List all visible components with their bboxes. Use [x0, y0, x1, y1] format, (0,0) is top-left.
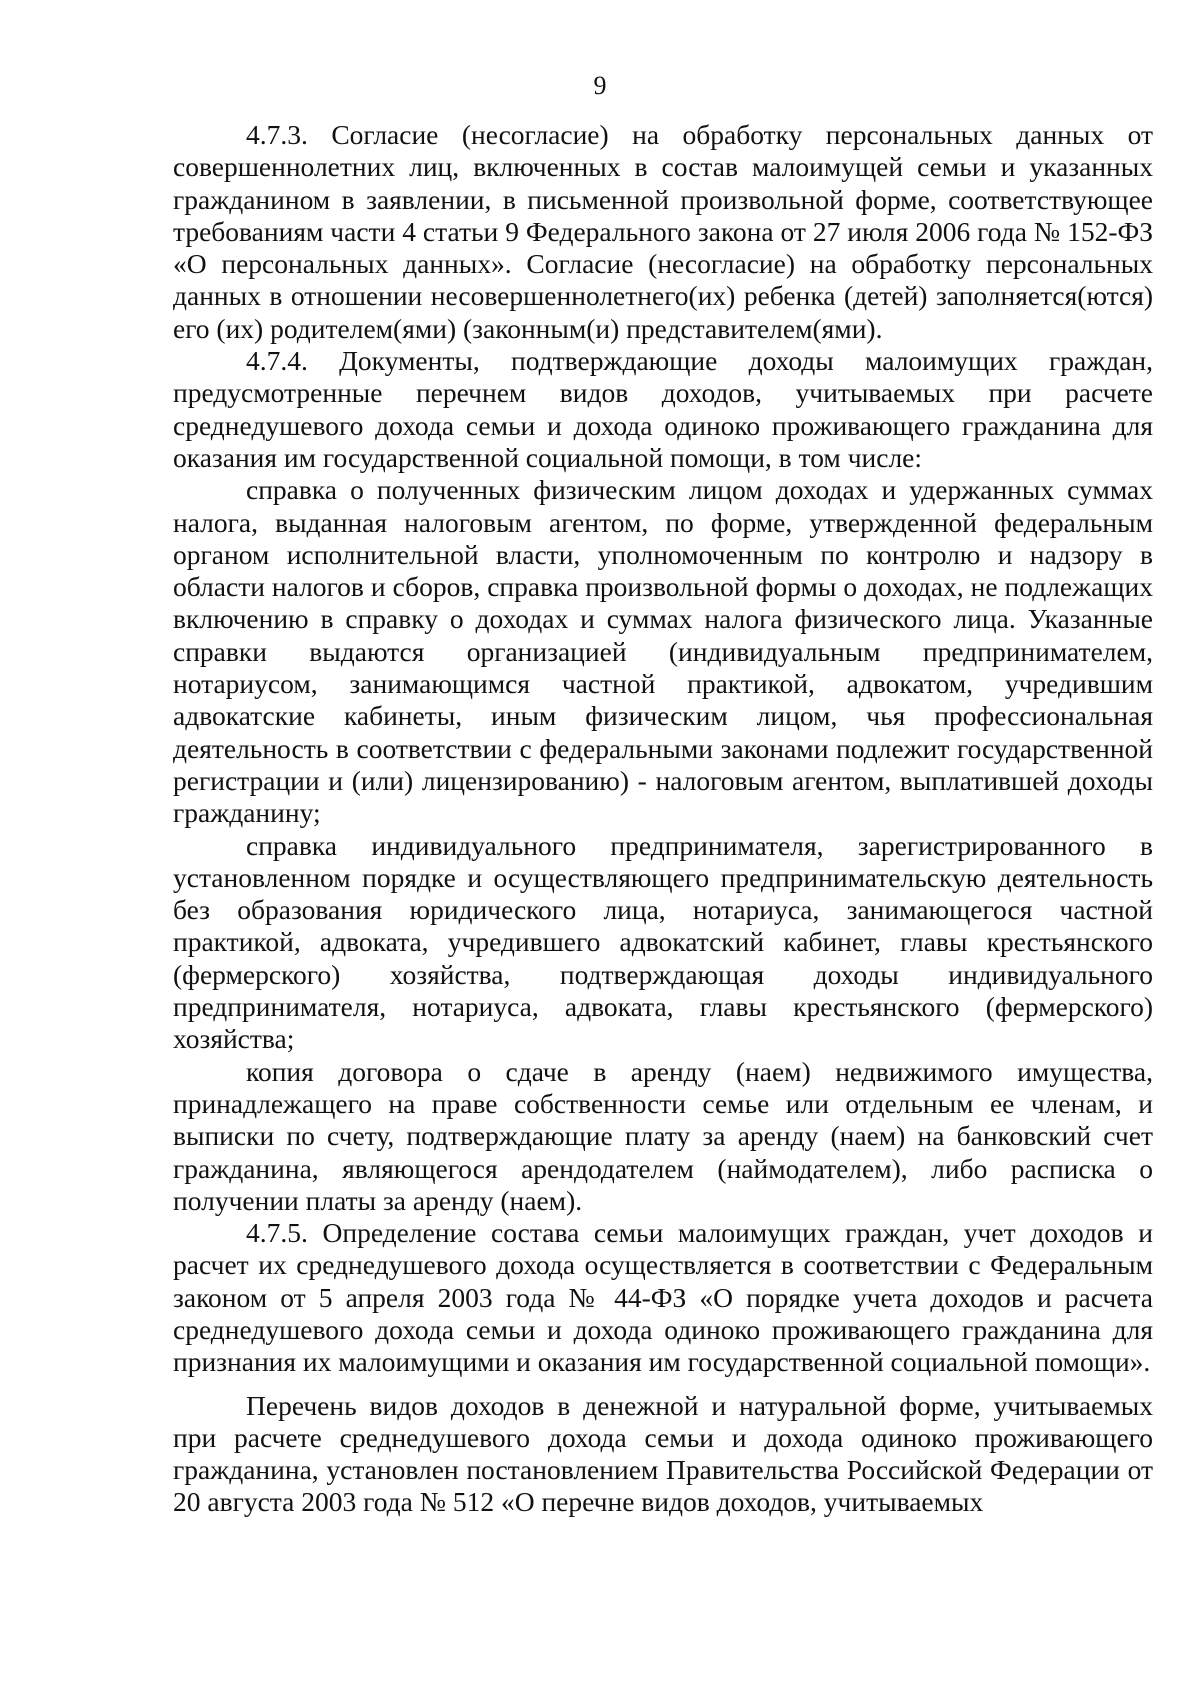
paragraph-4-7-5: 4.7.5. Определение состава семьи малоимущих граждан, учет доходов и расчет их среднедушевого дохода осуществляется в соответствии с Федеральным законом от 5 апреля 2003 года № 44-ФЗ «О порядке учета доходов и расчета среднедушевого дохода семьи и дохода одиноко проживающего гражданина для признания их малоимущими и оказания им государственной социальной помощи». — [173, 1217, 1153, 1378]
paragraph-income-certificate: справка о полученных физическим лицом доходах и удержанных суммах налога, выданная налоговым агентом, по форме, утвержденной федеральным органом исполнительной власти, уполномоченным по контролю и надзору в области налогов и сборов, справка произвольной формы о доходах, не подлежащих включению в справку о доходах и суммах налога физического лица. Указанные справки выдаются организацией (индивидуальным предпринимателем, нотариусом, занимающимся частной практикой, адвокатом, учредившим адвокатские кабинеты, иным физическим лицом, чья профессиональная деятельность в соответствии с федеральными законами подлежит государственной регистрации и (или) лицензированию) - налоговым агентом, выплатившей доходы гражданину; — [173, 474, 1153, 829]
paragraph-4-7-3: 4.7.3. Согласие (несогласие) на обработку персональных данных от совершеннолетних лиц, включенных в состав малоимущей семьи и указанных гражданином в заявлении, в письменной произвольной форме, соответствующее требованиям части 4 статьи 9 Федерального закона от 27 июля 2006 года № 152-ФЗ «О персональных данных». Согласие (несогласие) на обработку персональных данных в отношении несовершеннолетнего(их) ребенка (детей) заполняется(ются) его (их) родителем(ями) (законным(и) представителем(ями). — [173, 119, 1153, 344]
page-number: 9 — [593, 71, 607, 100]
paragraph-entrepreneur-certificate: справка индивидуального предпринимателя, зарегистрированного в установленном порядке и осуществляющего предпринимательскую деятельность без образования юридического лица, нотариуса, занимающегося частной практикой, адвоката, учредившего адвокатский кабинет, главы крестьянского (фермерского) хозяйства, подтверждающая доходы индивидуального предпринимателя, нотариуса, адвоката, главы крестьянского (фермерского) хозяйства; — [173, 829, 1153, 1055]
document-body — [173, 119, 1153, 1519]
paragraph-4-7-4: 4.7.4. Документы, подтверждающие доходы малоимущих граждан, предусмотренные перечнем видов доходов, учитываемых при расчете среднедушевого дохода семьи и дохода одиноко проживающего гражданина для оказания им государственной социальной помощи, в том числе: — [173, 345, 1153, 473]
paragraph-lease-agreement: копия договора о сдаче в аренду (наем) недвижимого имущества, принадлежащего на праве собственности семье или отдельным ее членам, и выписки по счету, подтверждающие плату за аренду (наем) на банковский счет гражданина, являющегося арендодателем (наймодателем), либо расписка о получении платы за аренду (наем). — [173, 1055, 1153, 1216]
paragraph-income-list: Перечень видов доходов в денежной и натуральной форме, учитываемых при расчете среднедушевого дохода семьи и дохода одиноко проживающего гражданина, установлен постановлением Правительства Российской Федерации от 20 августа 2003 года № 512 «О перечне видов доходов, учитываемых — [173, 1389, 1153, 1518]
